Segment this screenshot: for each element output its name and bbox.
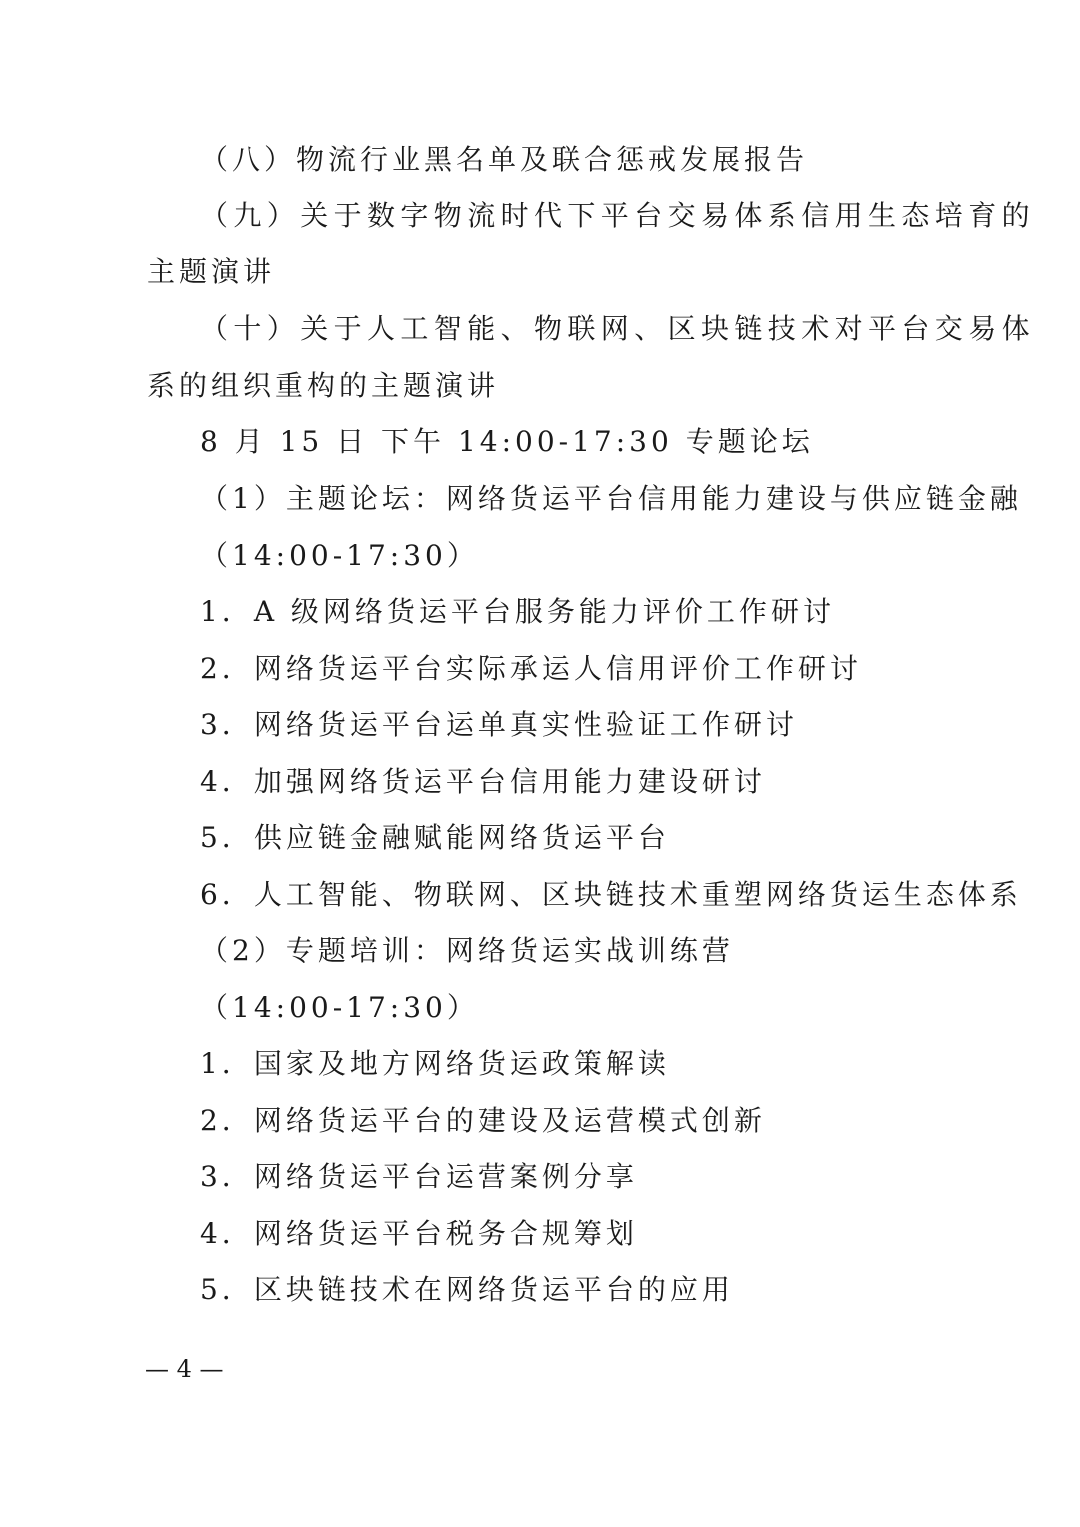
training-2-title: （2）专题培训：网络货运实战训练营 (200, 934, 734, 967)
training-2-time: （14:00-17:30） (200, 991, 479, 1024)
training-2-topic-5: 5．区块链技术在网络货运平台的应用 (200, 1273, 734, 1306)
session-heading: 8 月 15 日 下午 14:00-17:30 专题论坛 (200, 425, 814, 458)
agenda-item-9: （九）关于数字物流时代下平台交易体系信用生态培育的 (200, 199, 1036, 232)
forum-1-topic-5: 5．供应链金融赋能网络货运平台 (200, 821, 670, 854)
training-2-topic-2: 2．网络货运平台的建设及运营模式创新 (200, 1104, 766, 1137)
page-number: — 4 — (145, 1355, 224, 1383)
agenda-item-9-continued: 主题演讲 (147, 255, 276, 288)
training-2-topic-3: 3．网络货运平台运营案例分享 (200, 1160, 638, 1193)
forum-1-topic-2: 2．网络货运平台实际承运人信用评价工作研讨 (200, 652, 862, 685)
forum-1-topic-4: 4．加强网络货运平台信用能力建设研讨 (200, 765, 766, 798)
training-2-topic-4: 4．网络货运平台税务合规筹划 (200, 1217, 638, 1250)
forum-1-topic-3: 3．网络货运平台运单真实性验证工作研讨 (200, 708, 798, 741)
training-2-topic-1: 1．国家及地方网络货运政策解读 (200, 1047, 670, 1080)
forum-1-title: （1）主题论坛：网络货运平台信用能力建设与供应链金融 (200, 482, 1022, 515)
forum-1-topic-1: 1．A 级网络货运平台服务能力评价工作研讨 (200, 595, 835, 628)
agenda-item-10: （十）关于人工智能、物联网、区块链技术对平台交易体 (200, 312, 1036, 345)
forum-1-time: （14:00-17:30） (200, 539, 479, 572)
agenda-item-10-continued: 系的组织重构的主题演讲 (147, 369, 500, 402)
forum-1-topic-6: 6．人工智能、物联网、区块链技术重塑网络货运生态体系 (200, 878, 1022, 911)
agenda-item-8: （八）物流行业黑名单及联合惩戒发展报告 (200, 143, 809, 176)
